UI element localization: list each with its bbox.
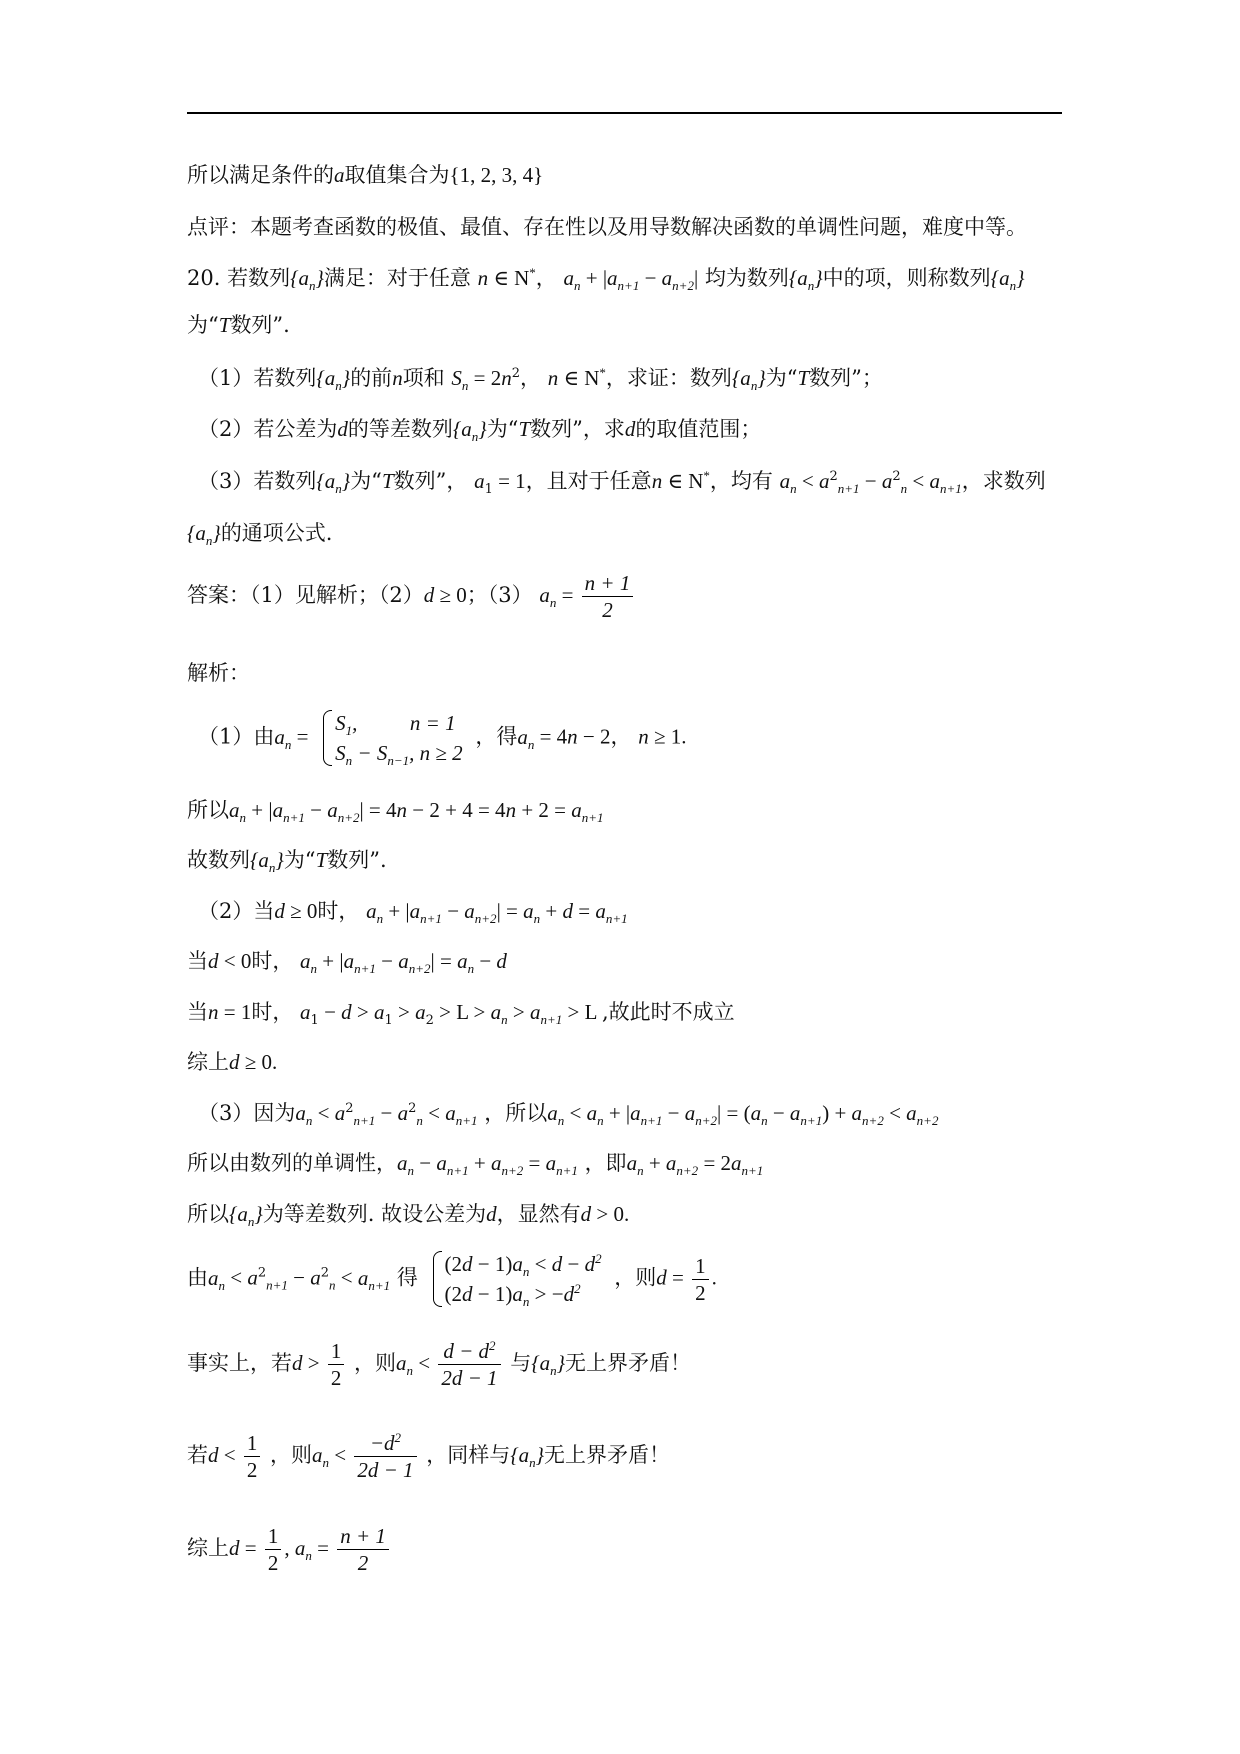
solution-11: 由$a_n < a^2_{n+1} - a^2_n < a_{n+1}$ 得 $(2d - 1)a_n < d - d^2$ $(2d - 1)a_n > -d^2$ ，则d = $\frac{1}{2}$ . (187, 1251, 717, 1310)
solution-14: 综上d = $\frac{1}{2}$ , $a_n$ = $\frac{n + 1}{2}$ (187, 1523, 1067, 1576)
solution-12: 事实上，若d > $\frac{1}{2}$ ，则$a_n$ < $\frac{d - d^2}{2d - 1}$ 与$\{a_n\}$无上界矛盾！ (187, 1338, 692, 1390)
answer-line: 答案：（1）见解析；（2）d ≥ 0；（3） $a_n$ = $\frac{n + 1}{2}$ (187, 570, 1067, 623)
solution-13: 若d < $\frac{1}{2}$ ，则$a_n$ < $\frac{-d^2}{2d - 1}$ ，同样与$\{a_n\}$无上界矛盾！ (187, 1430, 671, 1482)
line-solution-set: 所以满足条件的a取值集合为{1, 2, 3, 4} (187, 163, 544, 187)
line-comment: 点评：本题考查函数的极值、最值、存在性以及用导数解决函数的单调性问题，难度中等。 (187, 215, 1027, 239)
question-20-stem: 20. 若数列$\{a_n\}$满足：对于任意 n ∈ N*， $a_n + |a_{n+1} - a_{n+2}|$ 均为数列$\{a_n\}$中的项，则称数列$\{a_n\}$ (187, 265, 1025, 294)
solution-4: （2）当d ≥ 0时， $a_n + |a_{n+1} - a_{n+2}| = a_n + d = a_{n+1}$ (198, 899, 628, 927)
solution-label: 解析： (187, 661, 250, 685)
solution-5: 当d < 0时， $a_n + |a_{n+1} - a_{n+2}| = a_n - d$ (187, 949, 507, 977)
solution-7: 综上d ≥ 0. (187, 1050, 278, 1074)
solution-1: （1）由$a_n$ = $S_1$, n = 1 $S_n - S_{n-1}$, n ≥ 2 ，得$a_n = 4n - 2$， n ≥ 1. (198, 708, 1078, 768)
solution-2: 所以$a_n + |a_{n+1} - a_{n+2}| = 4n - 2 + 4 = 4n + 2 = a_{n+1}$ (187, 798, 604, 826)
solution-6: 当n = 1时， $a_1 - d > a_1 > a_2 > L > a_n > a_{n+1} > L$ ,故此时不成立 (187, 1000, 735, 1029)
solution-10: 所以$\{a_n\}$为等差数列. 故设公差为d，显然有d > 0. (187, 1202, 630, 1230)
part-1: （1）若数列$\{a_n\}$的前n项和 $S_n = 2n^2$， n ∈ N*，求证：数列$\{a_n\}$为“T数列”； (198, 365, 883, 394)
question-20-stem-2: 为“T数列”. (187, 313, 290, 337)
header-rule (187, 112, 1062, 114)
part-2: （2）若公差为d的等差数列$\{a_n\}$为“T数列”，求d的取值范围； (198, 417, 762, 445)
part-3-line-2: $\{a_n\}$的通项公式. (187, 521, 333, 549)
solution-8: （3）因为$a_n < a^2_{n+1} - a^2_n < a_{n+1}$ ，所以$a_n < a_n + |a_{n+1} - a_{n+2}| = (a_n - a_{n+1}) + a_{n+2} < a_{n+2}$ (198, 1101, 939, 1129)
part-3: （3）若数列$\{a_n\}$为“T数列”， $a_1 = 1$，且对于任意n ∈ N*，均有 $a_n < a^2_{n+1} - a^2_n < a_{n+1}$，求数列 (198, 468, 1046, 498)
solution-3: 故数列$\{a_n\}$为“T数列”. (187, 848, 387, 876)
solution-9: 所以由数列的单调性，$a_n - a_{n+1} + a_{n+2} = a_{n+1}$ ，即$a_n + a_{n+2} = 2a_{n+1}$ (187, 1151, 764, 1179)
